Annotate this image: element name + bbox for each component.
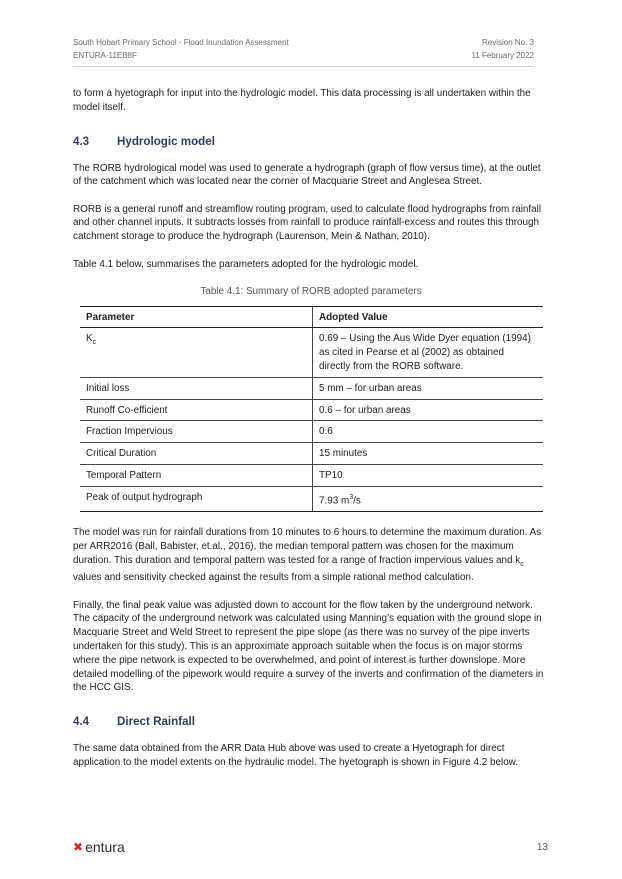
rorb-paragraph-2: RORB is a general runoff and streamflow routing program, used to calculate flood hydrographs from rainfall and other channel inputs. It subtracts losses from rainfall to produce rainfall-excess and routes this through catchment storage to produce the hydrograph (Laurenson, Mein & Nathan, 2010). (73, 203, 542, 243)
page-number: 13 (536, 842, 548, 853)
entura-logo-text: entura (85, 839, 125, 855)
page-content (73, 87, 549, 783)
table-cell-parameter: Temporal Pattern (80, 465, 313, 487)
section-heading-4-4 (73, 715, 549, 729)
table-cell-parameter (80, 328, 313, 377)
section-number: 4.3 (73, 134, 90, 148)
table-cell-value: 15 minutes (313, 443, 544, 465)
header-date: 11 February 2022 (471, 51, 534, 60)
column-header-parameter: Parameter (80, 306, 313, 328)
header-revision: Revision No: 3 (481, 38, 534, 47)
section-number: 4.4 (73, 715, 90, 729)
table-cell-value: 0.6 (313, 421, 544, 443)
value-text: 7.93 m (319, 495, 350, 507)
intro-paragraph: to form a hyetograph for input into the hydrologic model. This data processing is all undertaken within the model itself. (73, 88, 531, 113)
value-unit-tail: /s (353, 495, 361, 507)
section-title: Hydrologic model (117, 134, 215, 148)
table-cell-value: TP10 (313, 465, 544, 487)
table-row (80, 399, 543, 421)
table-row (80, 465, 543, 487)
direct-rainfall-paragraph: The same data obtained from the ARR Data Hub above was used to create a Hyetograph for direct application to the model extents on the hydraulic model. The hyetograph is shown in Figure 4.2 below. (73, 743, 519, 768)
table-cell-value: 0.6 – for urban areas (313, 399, 544, 421)
final-peak-paragraph: Finally, the final peak value was adjusted down to account for the flow taken by the underground network. The capacity of the underground network was calculated using Manning’s equation with the ground slope in Macquarie Street and Weld Street to represent the pipe slope (as there was no survey of the pipe inverts undertaken for this study). This is an approximate approach suitable when the focus is on major storms where the pipe network is expected to be overwhelmed, and point of interest is further downslope. More detailed modelling of the pipework would require a survey of the inverts and confirmation of the diameters in the HCC GIS. (73, 599, 544, 694)
param-subscript: c (92, 339, 97, 347)
rorb-paragraph-1: The RORB hydrological model was used to generate a hydrograph (graph of flow versus time), at the outlet of the catchment which was located near the corner of Macquarie Street and Anglesea Street. (73, 162, 541, 188)
table-cell-parameter: Critical Duration (80, 443, 313, 465)
model-run-text-b: values and sensitivity checked against the results from a simple rational method calculation. (73, 572, 474, 584)
header-document-id: ENTURA-11EB8F (73, 51, 137, 60)
table-cell-value: 0.69 – Using the Aus Wide Dyer equation (1994) as cited in Pearse et al (2002) as obtained directly from the RORB software. (313, 328, 544, 377)
model-run-paragraph (73, 526, 549, 585)
table-cell-parameter: Peak of output hydrograph (80, 486, 313, 511)
table-cell-value: 5 mm – for urban areas (313, 377, 544, 399)
table-row (80, 443, 543, 465)
table-row (80, 421, 543, 443)
table-cell-parameter: Runoff Co-efficient (80, 399, 313, 421)
section-heading-4-3 (73, 135, 549, 149)
model-run-subscript: c (520, 560, 524, 568)
table-caption: Table 4.1: Summary of RORB adopted parameters (200, 285, 422, 297)
table-cell-parameter: Initial loss (80, 377, 313, 399)
table-row (80, 377, 543, 399)
model-run-text-a: The model was run for rainfall durations from 10 minutes to 6 hours to determine the maximum duration. As per ARR2016 (Ball, Babister, et.al., 2016), the median temporal pattern was chosen for the maximum duration. This duration and temporal pattern was tested for a range of fraction impervious values and k (73, 526, 542, 566)
header-divider (73, 66, 534, 67)
header-document-title: South Hobart Primary School - Flood Inundation Assessment (73, 38, 289, 47)
param-text: K (86, 333, 93, 345)
table-intro-paragraph: Table 4.1 below, summarises the parameters adopted for the hydrologic model. (73, 258, 419, 270)
table-cell-parameter: Fraction Impervious (80, 421, 313, 443)
table-row (80, 328, 543, 377)
value-superscript: 3 (349, 493, 354, 501)
table-cell-value (313, 486, 544, 511)
table-row (80, 486, 543, 511)
column-header-adopted-value: Adopted Value (313, 306, 544, 328)
entura-logo-icon: ✖ (73, 840, 84, 854)
entura-logo (73, 839, 125, 855)
table-header-row (80, 306, 543, 328)
rorb-parameters-table (80, 306, 543, 512)
section-title: Direct Rainfall (117, 715, 195, 729)
